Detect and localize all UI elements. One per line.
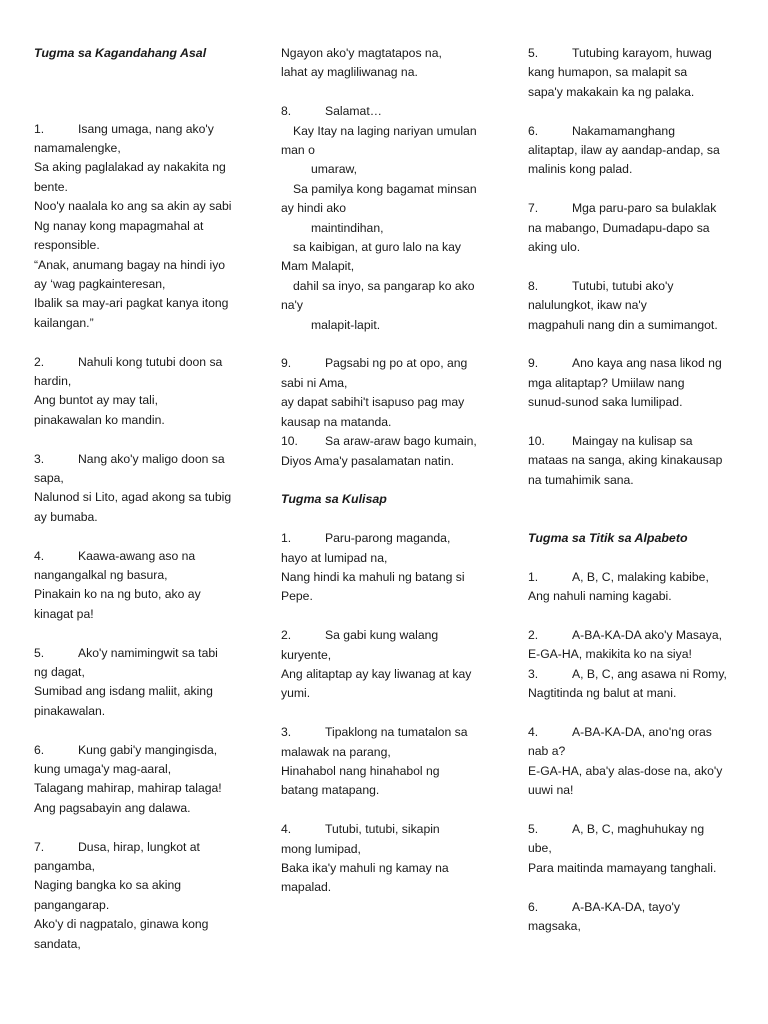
- verse-line: Diyos Ama'y pasalamatan natin.: [281, 453, 455, 468]
- verse-line: Ang alitaptap ay kay liwanag at kay: [281, 666, 472, 681]
- verse-line: pangangarap.: [34, 897, 110, 912]
- verse-line: “Anak, anumang bagay na hindi iyo: [34, 257, 226, 272]
- verse-line: [34, 741, 244, 760]
- verse-number: 3.: [281, 725, 292, 740]
- verse-line: na mabango, Dumadapu-dapo sa: [528, 220, 710, 235]
- verse-number: 1.: [281, 531, 292, 546]
- verse-text: Sa gabi kung walang: [325, 628, 439, 643]
- verse-line: nalulungkot, ikaw na'y: [528, 298, 647, 313]
- spacer: [528, 548, 740, 567]
- column-2: [281, 44, 491, 898]
- verse-item: [528, 44, 740, 102]
- verse-line: malapit-lapit.: [311, 317, 381, 332]
- verse-line: [528, 898, 740, 917]
- verse-line: [34, 120, 244, 139]
- verse-line: [34, 547, 244, 566]
- spacer: [281, 801, 491, 820]
- verse-line: [528, 665, 740, 684]
- verse-line: Pepe.: [281, 589, 313, 604]
- verse-line: [528, 820, 740, 839]
- spacer: [528, 257, 740, 276]
- verse-number: 7.: [528, 201, 539, 216]
- verse-line: Ako'y di nagpatalo, ginawa kong: [34, 917, 209, 932]
- verse-number: 6.: [34, 742, 45, 757]
- verse-text: Salamat…: [325, 104, 382, 119]
- spacer: [34, 63, 244, 119]
- verse-number: 3.: [34, 451, 45, 466]
- spacer: [528, 704, 740, 723]
- verse-line: sapa'y makakain ka ng palaka.: [528, 84, 695, 99]
- spacer: [34, 624, 244, 643]
- verse-line: [528, 723, 740, 742]
- verse-text: Dusa, hirap, lungkot at: [78, 839, 200, 854]
- verse-item: [528, 723, 740, 801]
- verse-line: Para maitinda mamayang tanghali.: [528, 860, 717, 875]
- verse-line: ay ‘wag pagkainteresan,: [34, 276, 166, 291]
- verse-text: Tutubing karayom, huwag: [572, 46, 712, 60]
- section-heading: Tugma sa Kagandahang Asal: [34, 46, 207, 60]
- spacer: [528, 490, 740, 509]
- verse-line: alitaptap, ilaw ay aandap-andap, sa: [528, 143, 720, 158]
- verse-item: [528, 665, 740, 704]
- spacer: [34, 430, 244, 449]
- verse-line: sunud-sunod saka lumilipad.: [528, 395, 683, 410]
- verse-item: [528, 898, 740, 937]
- verse-line: [281, 626, 491, 645]
- verse-line: kuryente,: [281, 647, 332, 662]
- section-heading: Tugma sa Kulisap: [281, 492, 387, 507]
- verse-line: ube,: [528, 841, 552, 856]
- verse-line: mong lumipad,: [281, 841, 361, 856]
- verse-line: kausap na matanda.: [281, 414, 392, 429]
- spacer: [528, 413, 740, 432]
- spacer: [528, 607, 740, 626]
- verse-line: Talagang mahirap, mahirap talaga!: [34, 781, 222, 796]
- verse-item: [281, 529, 491, 607]
- verse-line: Ang pagsabayin ang dalawa.: [34, 800, 191, 815]
- verse-line: E-GA-HA, aba'y alas-dose na, ako'y: [528, 763, 723, 778]
- verse-text: A, B, C, malaking kabibe,: [572, 569, 709, 584]
- verse-number: 4.: [281, 822, 292, 837]
- verse-item: [281, 820, 491, 898]
- verse-line: kailangan.”: [34, 315, 94, 330]
- verse-number: 3.: [528, 666, 539, 681]
- spacer: [34, 721, 244, 740]
- verse-line: [528, 432, 740, 451]
- verse-line: [281, 723, 491, 742]
- verse-line: [528, 626, 740, 645]
- verse-number: 2.: [34, 354, 45, 369]
- verse-line: bente.: [34, 179, 68, 194]
- verse-number: 5.: [34, 645, 45, 660]
- verse-line: namamalengke,: [34, 141, 121, 156]
- verse-line: [281, 432, 491, 451]
- verse-line: Hinahabol nang hinahabol ng: [281, 763, 440, 778]
- verse-line: Pinakain ko na ng buto, ako ay: [34, 587, 201, 602]
- verse-line: maintindihan,: [311, 220, 384, 235]
- verse-line: E-GA-HA, makikita ko na siya!: [528, 647, 692, 662]
- spacer: [528, 180, 740, 199]
- verse-item: [34, 353, 244, 431]
- verse-line: Nagtitinda ng balut at mani.: [528, 686, 677, 701]
- verse-text: Ako'y namimingwit sa tabi: [78, 645, 218, 660]
- verse-line: [34, 644, 244, 663]
- verse-line: Noo'y naalala ko ang sa akin ay sabi: [34, 199, 232, 214]
- verse-line: uuwi na!: [528, 783, 574, 798]
- verse-item: [528, 354, 740, 412]
- verse-text: Nahuli kong tutubi doon sa: [78, 354, 223, 369]
- verse-line: sabi ni Ama,: [281, 375, 348, 390]
- verse-text: A-BA-KA-DA, tayo'y: [572, 899, 680, 914]
- verse-line: [281, 529, 491, 548]
- verse-line: [528, 199, 740, 218]
- verse-line: Nalunod si Lito, agad akong sa tubig: [34, 490, 232, 505]
- verse-line: [528, 354, 740, 373]
- verse-line: Ang nahuli naming kagabi.: [528, 589, 672, 604]
- spacer: [34, 333, 244, 352]
- verse-text: Maingay na kulisap sa: [572, 434, 693, 449]
- verse-number: 2.: [281, 628, 292, 643]
- verse-line: [281, 102, 491, 121]
- verse-line: yumi.: [281, 686, 311, 701]
- verse-line: ay dapat sabihi't isapuso pag may: [281, 395, 465, 410]
- verse-line: man o: [281, 143, 315, 158]
- section-heading: Tugma sa Titik sa Alpabeto: [528, 531, 688, 546]
- verse-line: responsible.: [34, 238, 100, 253]
- verse-text: Pagsabi ng po at opo, ang: [325, 356, 468, 371]
- verse-line: sandata,: [34, 936, 81, 951]
- spacer: [281, 83, 491, 102]
- verse-line: [528, 44, 740, 63]
- verse-item: [281, 626, 491, 704]
- verse-item: [34, 450, 244, 528]
- verse-line: na tumahimik sana.: [528, 472, 634, 487]
- verse-line: kinagat pa!: [34, 606, 94, 621]
- verse-line: Ibalik sa may-ari pagkat kanya itong: [34, 296, 229, 311]
- verse-item: [34, 120, 244, 333]
- verse-line: malawak na parang,: [281, 744, 391, 759]
- verse-line: mataas na sanga, aking kinakausap: [528, 453, 723, 468]
- verse-line: Ngayon ako'y magtatapos na,: [281, 46, 442, 60]
- verse-line: pinakawalan.: [34, 703, 106, 718]
- verse-line: sa kaibigan, at guro lalo na kay: [293, 240, 462, 255]
- verse-number: 5.: [528, 46, 539, 60]
- verse-line: lahat ay magliliwanag na.: [281, 65, 418, 80]
- verse-number: 5.: [528, 822, 539, 837]
- spacer: [34, 527, 244, 546]
- verse-line: pangamba,: [34, 859, 95, 873]
- spacer: [528, 335, 740, 354]
- verse-line: mga alitaptap? Umiilaw nang: [528, 375, 685, 390]
- column-3: [528, 44, 740, 937]
- verse-line: ay bumaba.: [34, 509, 98, 524]
- spacer: [528, 878, 740, 897]
- spacer: [528, 510, 740, 529]
- verse-line: Naging bangka ko sa aking: [34, 878, 182, 893]
- spacer: [281, 510, 491, 529]
- verse-number: 10.: [281, 434, 298, 449]
- verse-text: Ano kaya ang nasa likod ng: [572, 356, 722, 371]
- verse-line: Mam Malapit,: [281, 259, 355, 274]
- verse-line: ng dagat,: [34, 664, 85, 679]
- verse-line: aking ulo.: [528, 240, 581, 255]
- verse-line: Ang buntot ay may tali,: [34, 393, 158, 408]
- verse-line: nab a?: [528, 744, 566, 759]
- verse-text: A, B, C, ang asawa ni Romy,: [572, 666, 727, 681]
- verse-line: batang matapang.: [281, 783, 380, 798]
- verse-number: 9.: [528, 356, 539, 371]
- verse-line: Nang hindi ka mahuli ng batang si: [281, 569, 465, 584]
- verse-item: [34, 644, 244, 722]
- verse-line: [34, 838, 244, 857]
- verse-line: [528, 568, 740, 587]
- verse-item: [528, 432, 740, 490]
- verse-line: [281, 820, 491, 839]
- spacer: [528, 801, 740, 820]
- verse-text: A, B, C, maghuhukay ng: [572, 822, 705, 837]
- verse-line: magpahuli nang din a sumimangot.: [528, 317, 718, 332]
- verse-line: [34, 450, 244, 469]
- verse-item: [528, 626, 740, 665]
- verse-number: 1.: [34, 121, 45, 136]
- verse-line: dahil sa inyo, sa pangarap ko ako: [293, 278, 475, 293]
- verse-item: [281, 102, 491, 335]
- verse-item: [528, 277, 740, 335]
- verse-line: [528, 122, 740, 141]
- verse-line: [281, 354, 491, 373]
- verse-number: 9.: [281, 356, 292, 371]
- verse-text: Mga paru-paro sa bulaklak: [572, 201, 717, 216]
- verse-text: Isang umaga, nang ako'y: [78, 121, 214, 136]
- verse-text: A-BA-KA-DA, ano'ng oras: [572, 725, 712, 740]
- verse-item: [528, 568, 740, 607]
- verse-line: [528, 277, 740, 296]
- spacer: [281, 471, 491, 490]
- verse-line: [34, 353, 244, 372]
- verse-item: [281, 354, 491, 432]
- verse-line: pinakawalan ko mandin.: [34, 412, 165, 427]
- verse-number: 6.: [528, 123, 539, 138]
- verse-number: 2.: [528, 628, 539, 643]
- verse-text: Kung gabi'y mangingisda,: [78, 742, 218, 757]
- verse-line: Sumibad ang isdang maliit, aking: [34, 684, 213, 699]
- verse-item: [281, 723, 491, 801]
- verse-number: 10.: [528, 434, 545, 449]
- spacer: [281, 607, 491, 626]
- spacer: [528, 102, 740, 121]
- verse-line: Kay Itay na laging nariyan umulan: [293, 123, 477, 138]
- verse-line: mapalad.: [281, 880, 332, 895]
- verse-text: Kaawa-awang aso na: [78, 548, 196, 563]
- verse-number: 7.: [34, 839, 45, 854]
- verse-text: Paru-parong maganda,: [325, 531, 451, 546]
- verse-item: [34, 838, 244, 954]
- verse-line: Baka ika'y mahuli ng kamay na: [281, 860, 449, 875]
- verse-line: hayo at lumipad na,: [281, 550, 388, 565]
- verse-line: magsaka,: [528, 919, 581, 934]
- verse-line: kung umaga'y mag-aaral,: [34, 761, 172, 776]
- verse-line: nangangalkal ng basura,: [34, 567, 168, 582]
- verse-number: 8.: [281, 104, 292, 119]
- verse-text: Nakamamanghang: [572, 123, 675, 138]
- verse-line: Sa pamilya kong bagamat minsan: [293, 181, 477, 196]
- verse-line: Ng nanay kong mapagmahal at: [34, 218, 204, 233]
- verse-text: Tutubi, tutubi, sikapin: [325, 822, 440, 837]
- verse-item: [34, 741, 244, 819]
- verse-item: [34, 547, 244, 625]
- spacer: [281, 335, 491, 354]
- verse-number: 8.: [528, 278, 539, 293]
- verse-line: umaraw,: [311, 162, 358, 177]
- verse-line: hardin,: [34, 373, 72, 388]
- verse-line: na'y: [281, 298, 303, 313]
- spacer: [281, 704, 491, 723]
- verse-number: 1.: [528, 569, 539, 584]
- verse-item: [528, 820, 740, 878]
- verse-number: 4.: [34, 548, 45, 563]
- verse-line: Sa aking paglalakad ay nakakita ng: [34, 160, 226, 175]
- verse-line: ay hindi ako: [281, 201, 347, 216]
- verse-line: sapa,: [34, 470, 64, 485]
- verse-item: [281, 432, 491, 471]
- verse-number: 6.: [528, 899, 539, 914]
- verse-text: Nang ako'y maligo doon sa: [78, 451, 225, 466]
- spacer: [34, 818, 244, 837]
- verse-text: A-BA-KA-DA ako'y Masaya,: [572, 628, 722, 643]
- verse-text: Tutubi, tutubi ako'y: [572, 278, 674, 293]
- verse-text: Tipaklong na tumatalon sa: [325, 725, 468, 740]
- verse-item: [528, 122, 740, 180]
- verse-line: kang humapon, sa malapit sa: [528, 65, 688, 80]
- verse-number: 4.: [528, 725, 539, 740]
- verse-text: Sa araw-araw bago kumain,: [325, 434, 477, 449]
- verse-line: malinis kong palad.: [528, 162, 633, 177]
- column-1: [34, 44, 244, 954]
- verse-item: [528, 199, 740, 257]
